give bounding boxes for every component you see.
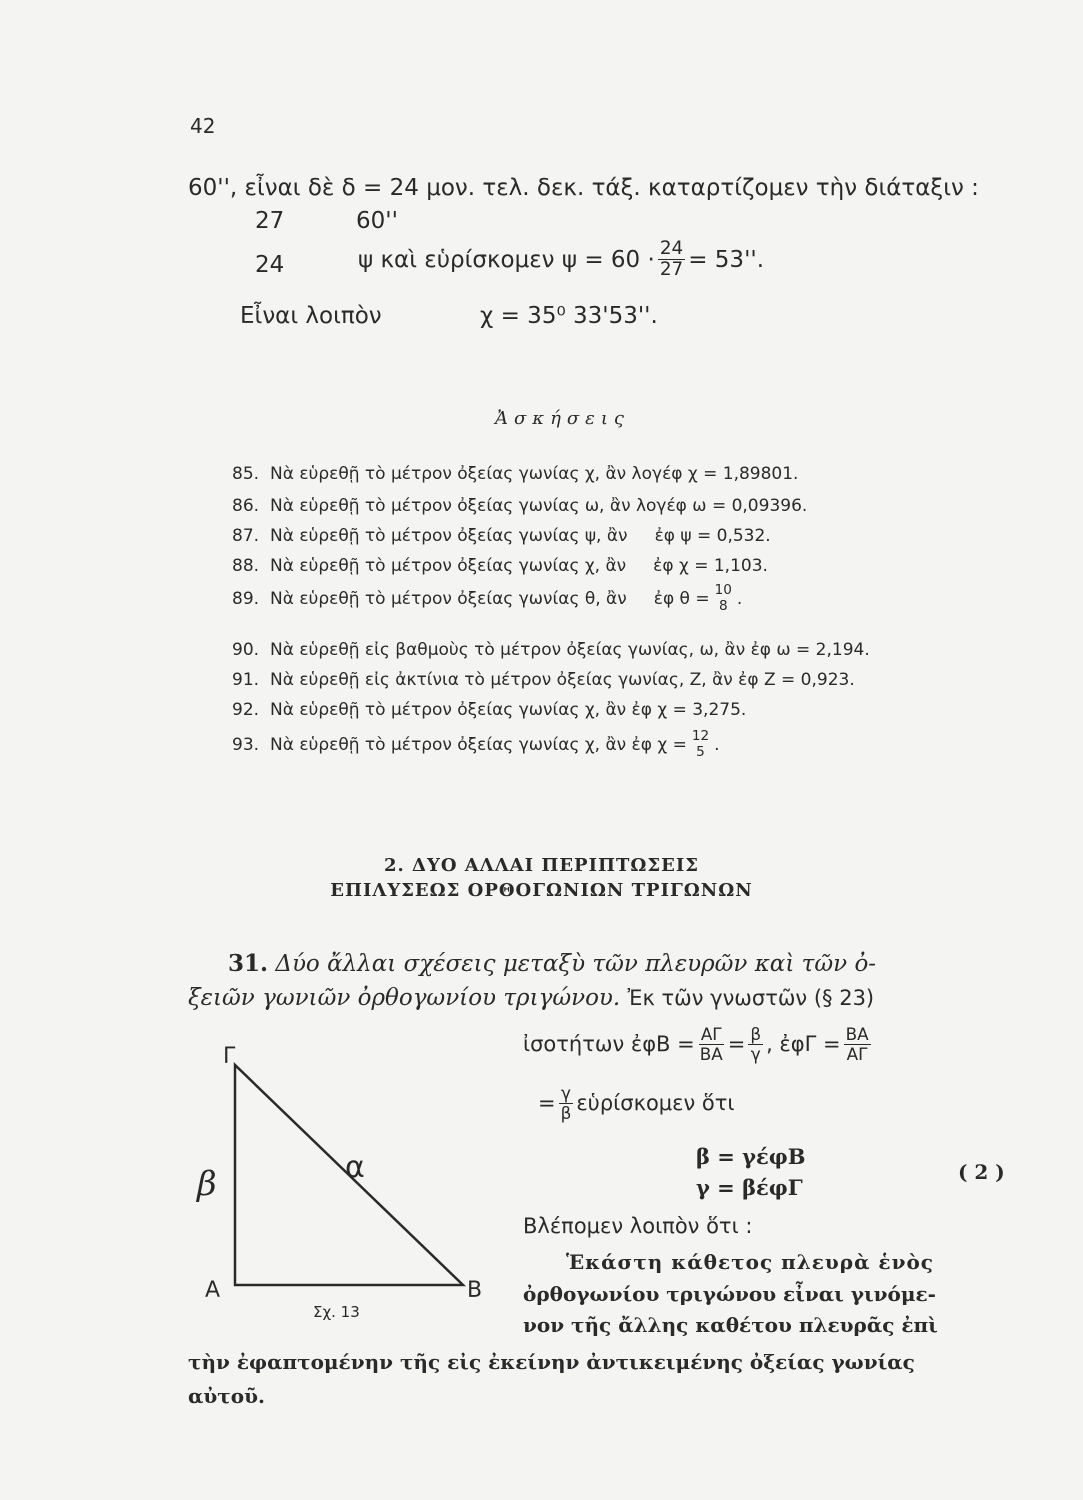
right-triangle-figure	[195, 1035, 515, 1335]
exercise-93	[232, 730, 720, 759]
iso-label: ἰσοτήτων ἐφΒ =	[523, 1032, 695, 1057]
intro-row3-value: χ = 35⁰ 33'53''.	[480, 303, 658, 329]
fraction-denominator: 5	[696, 743, 705, 760]
exercise-text: Νὰ εὑρεθῇ τὸ μέτρον ὀξείας γωνίας χ, ἂν ἐφ χ = 1,103.	[270, 556, 768, 576]
exercise-number: 91.	[232, 670, 260, 690]
exercise-86	[232, 496, 807, 516]
fraction-numerator: 24	[659, 238, 684, 259]
fraction-denominator: ΑΓ	[846, 1043, 868, 1064]
exercise-90	[232, 640, 870, 660]
paragraph-31-line-2	[188, 985, 874, 1011]
fraction-gamma-beta	[559, 1085, 574, 1122]
exercise-text: Νὰ εὑρεθῇ τὸ μέτρον ὀξείας γωνίας χ, ἂν λογέφ χ = 1,89801.	[270, 464, 799, 484]
exercise-number: 86.	[232, 496, 260, 516]
intro-line-1: 60'', εἶναι δὲ δ = 24 μον. τελ. δεκ. τάξ. καταρτίζομεν τὴν διάταξιν :	[188, 175, 979, 201]
exercise-85	[232, 464, 798, 484]
fraction-beta-gamma	[748, 1026, 763, 1063]
exercise-number: 92.	[232, 700, 260, 720]
exercise-text: Νὰ εὑρεθῇ εἰς βαθμοὺς τὸ μέτρον ὀξείας γωνίας, ω, ἂν ἐφ ω = 2,194.	[270, 640, 870, 660]
section-title-line-2: ΕΠΙΛΥΣΕΩΣ ΟΡΘΟΓΩΝΙΩΝ ΤΡΙΓΩΝΩΝ	[330, 880, 753, 901]
vertex-a-label: Α	[205, 1278, 221, 1303]
exercise-number: 89.	[232, 588, 260, 609]
page-number: 42	[190, 114, 216, 138]
exercise-tail: .	[714, 734, 720, 755]
fraction-numerator: 10	[714, 582, 732, 598]
intro-row2-result: = 53''.	[688, 246, 765, 273]
fraction-ba-ag	[844, 1026, 871, 1063]
exercise-text: Νὰ εὑρεθῇ τὸ μέτρον ὀξείας γωνίας ψ, ἂν ἐφ ψ = 0,532.	[270, 526, 771, 546]
rule-line-3: νον τῆς ἄλλης καθέτου πλευρᾶς ἐπὶ	[523, 1313, 938, 1337]
tangent-equations: ἰσοτήτων ἐφΒ = $\frac{A\Gamma}{BA}$ = $\frac{\beta}{\gamma}$ , ἐφΓ = $\frac{BA}{A\Gamma}$	[523, 1024, 869, 1064]
formula-beta: β = γέφΒ	[696, 1144, 806, 1169]
exercise-tail: .	[736, 588, 743, 609]
fraction-10-8	[713, 584, 734, 613]
side-beta-label: β	[197, 1164, 217, 1204]
formula-gamma: γ = βέφΓ	[696, 1175, 803, 1200]
paragraph-31-line-1	[228, 950, 876, 977]
section-title-line-1: 2. ΔΥΟ ΑΛΛΑΙ ΠΕΡΙΠΤΩΣΕΙΣ	[383, 855, 700, 876]
exercise-text: Νὰ εὑρεθῇ τὸ μέτρον ὀξείας γωνίας χ, ἂν ἐφ χ =	[270, 734, 687, 755]
fraction-denominator: 8	[718, 597, 728, 614]
intro-row3-label: Εἶναι λοιπὸν	[240, 303, 382, 329]
vertex-b-label: Β	[467, 1278, 483, 1303]
tan-gamma-label: , ἐφΓ =	[766, 1032, 841, 1057]
exercise-87	[232, 526, 771, 546]
exercise-89	[232, 584, 742, 613]
formula-number: ( 2 )	[958, 1160, 1005, 1184]
paragraph-normal-part2: Ἐκ τῶν γνωστῶν (§ 23)	[627, 986, 875, 1010]
paragraph-number: 31.	[228, 950, 269, 977]
fraction-ag-ba	[698, 1026, 725, 1063]
exercise-text: Νὰ εὑρεθῇ τὸ μέτρον ὀξείας γωνίας χ, ἂν ἐφ χ = 3,275.	[270, 700, 747, 720]
intro-row1-a: 27	[255, 208, 285, 234]
exercise-text: Νὰ εὑρεθῇ εἰς ἀκτίνια τὸ μέτρον ὀξείας γωνίας, Ζ, ἂν ἐφ Ζ = 0,923.	[270, 670, 855, 690]
fraction-denominator: γ	[750, 1043, 761, 1064]
exercises-title: Ἀσκήσεις	[495, 408, 630, 429]
fraction-denominator: 27	[659, 259, 684, 281]
paragraph-heading-part2: ξειῶν γωνιῶν ὀρθογωνίου τριγώνου.	[188, 985, 621, 1011]
intro-row1-b: 60''	[356, 208, 398, 234]
fraction-12-5	[690, 730, 711, 759]
rule-line-2: ὀρθογωνίου τριγώνου εἶναι γινόμε-	[523, 1282, 936, 1306]
fraction-numerator: β	[750, 1024, 762, 1044]
gamma-over-beta-line	[538, 1085, 735, 1122]
exercise-number: 93.	[232, 734, 260, 755]
side-alpha-label: α	[345, 1150, 365, 1185]
eq-prefix: =	[538, 1091, 556, 1116]
exercise-text: Νὰ εὑρεθῇ τὸ μέτρον ὀξείας γωνίας ω, ἂν λογέφ ω = 0,09396.	[270, 496, 808, 516]
intro-row2-equation	[358, 240, 764, 280]
fraction-24-27	[658, 240, 685, 280]
intro-row2-a: 24	[255, 252, 285, 278]
fraction-numerator: ΒΑ	[845, 1024, 869, 1044]
we-see-text: Βλέπομεν λοιπὸν ὅτι :	[523, 1214, 753, 1238]
exercise-92	[232, 700, 746, 720]
rule-line-5: αὐτοῦ.	[188, 1384, 265, 1408]
rule-line-1: Ἑκάστη κάθετος πλευρὰ ἑνὸς	[566, 1250, 934, 1274]
exercise-number: 88.	[232, 556, 260, 576]
exercise-text: Νὰ εὑρεθῇ τὸ μέτρον ὀξείας γωνίας θ, ἂν ἐφ θ =	[270, 588, 710, 609]
exercise-number: 87.	[232, 526, 260, 546]
intro-row2-text: ψ καὶ εὑρίσκομεν ψ = 60 ·	[358, 246, 655, 273]
figure-caption: Σχ. 13	[313, 1303, 360, 1321]
paragraph-heading-part1: Δύο ἄλλαι σχέσεις μεταξὺ τῶν πλευρῶν καὶ τῶν ὀ-	[275, 951, 877, 977]
exercise-91	[232, 670, 855, 690]
fraction-numerator: 12	[691, 728, 710, 744]
fraction-denominator: ΒΑ	[699, 1043, 723, 1064]
exercise-number: 85.	[232, 464, 260, 484]
vertex-gamma-label: Γ	[223, 1044, 236, 1069]
fraction-numerator: ΑΓ	[700, 1024, 722, 1044]
exercise-number: 90.	[232, 640, 260, 660]
fraction-denominator: β	[560, 1102, 572, 1123]
fraction-numerator: γ	[561, 1083, 571, 1103]
finding-text: εὑρίσκομεν ὅτι	[576, 1091, 735, 1116]
rule-line-4: τὴν ἐφαπτομένην τῆς εἰς ἐκείνην ἀντικειμένης ὀξείας γωνίας	[188, 1350, 915, 1374]
exercise-88	[232, 556, 768, 576]
